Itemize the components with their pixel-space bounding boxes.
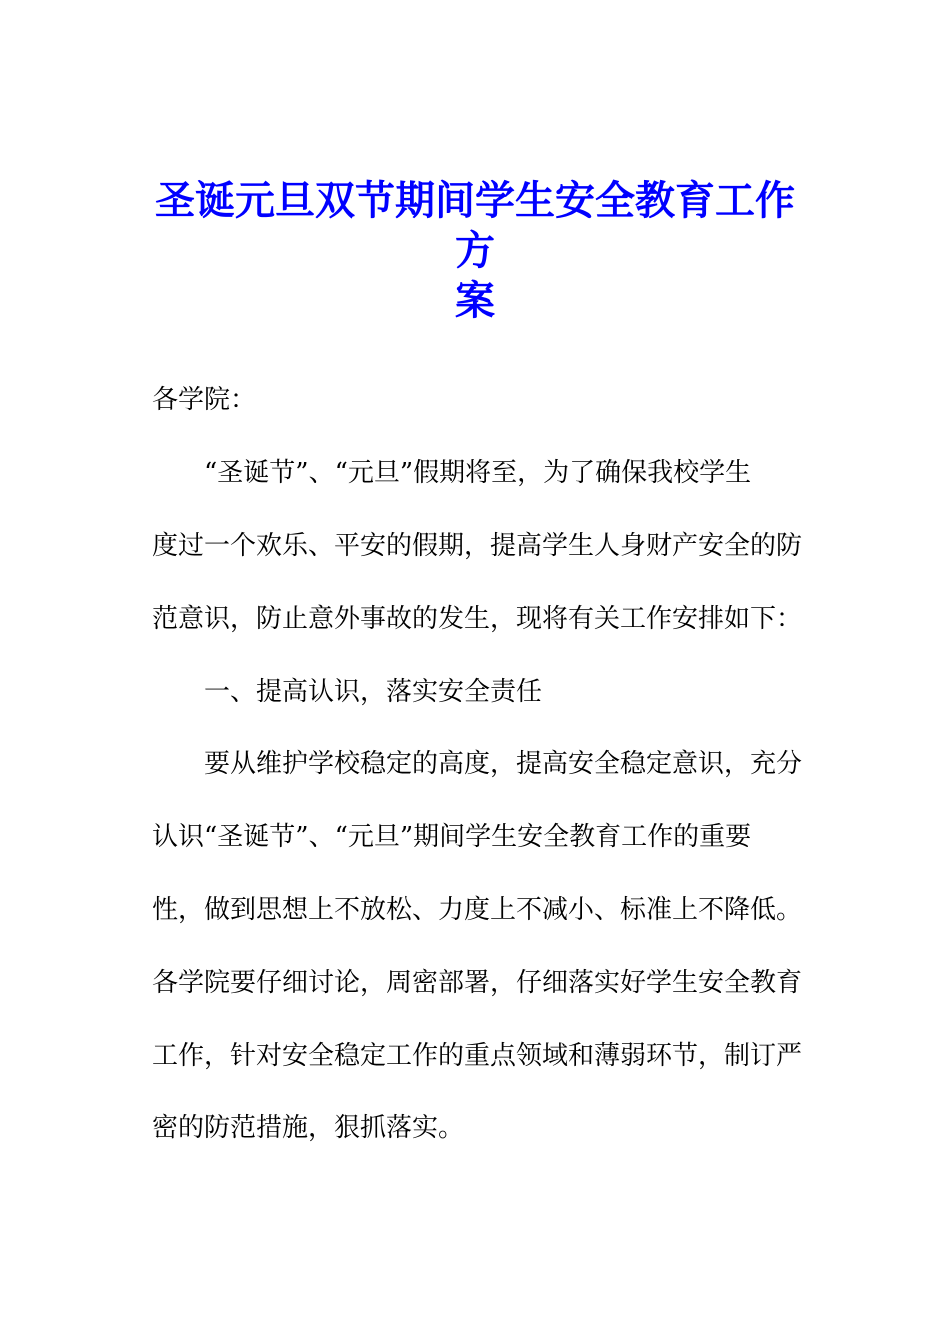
section1-line-5: 工作，针对安全稳定工作的重点领域和薄弱环节，制订严: [152, 1041, 803, 1071]
section1-line-1: 要从维护学校稳定的高度，提高安全稳定意识，充分: [204, 749, 803, 779]
intro-line-3: 范意识，防止意外事故的发生，现将有关工作安排如下：: [152, 604, 803, 634]
section-heading-1: 一、提高认识，落实安全责任: [204, 677, 543, 707]
section1-line-3: 性，做到思想上不放松、力度上不减小、标准上不降低。: [152, 895, 803, 925]
intro-line-1: “圣诞节”、“元旦”假期将至，为了确保我校学生: [204, 458, 752, 488]
intro-line-2: 度过一个欢乐、平安的假期，提高学生人身财产安全的防: [152, 531, 803, 561]
section1-line-2: 认识“圣诞节”、“元旦”期间学生安全教育工作的重要: [152, 822, 752, 852]
title-line-1: 圣诞元旦双节期间学生安全教育工作方: [155, 178, 795, 274]
salutation: 各学院：: [152, 385, 257, 415]
document-title: [140, 176, 810, 326]
section1-line-6: 密的防范措施，狠抓落实。: [152, 1113, 465, 1143]
section1-line-4: 各学院要仔细讨论，周密部署，仔细落实好学生安全教育: [152, 968, 803, 998]
title-line-2: 案: [455, 278, 495, 324]
